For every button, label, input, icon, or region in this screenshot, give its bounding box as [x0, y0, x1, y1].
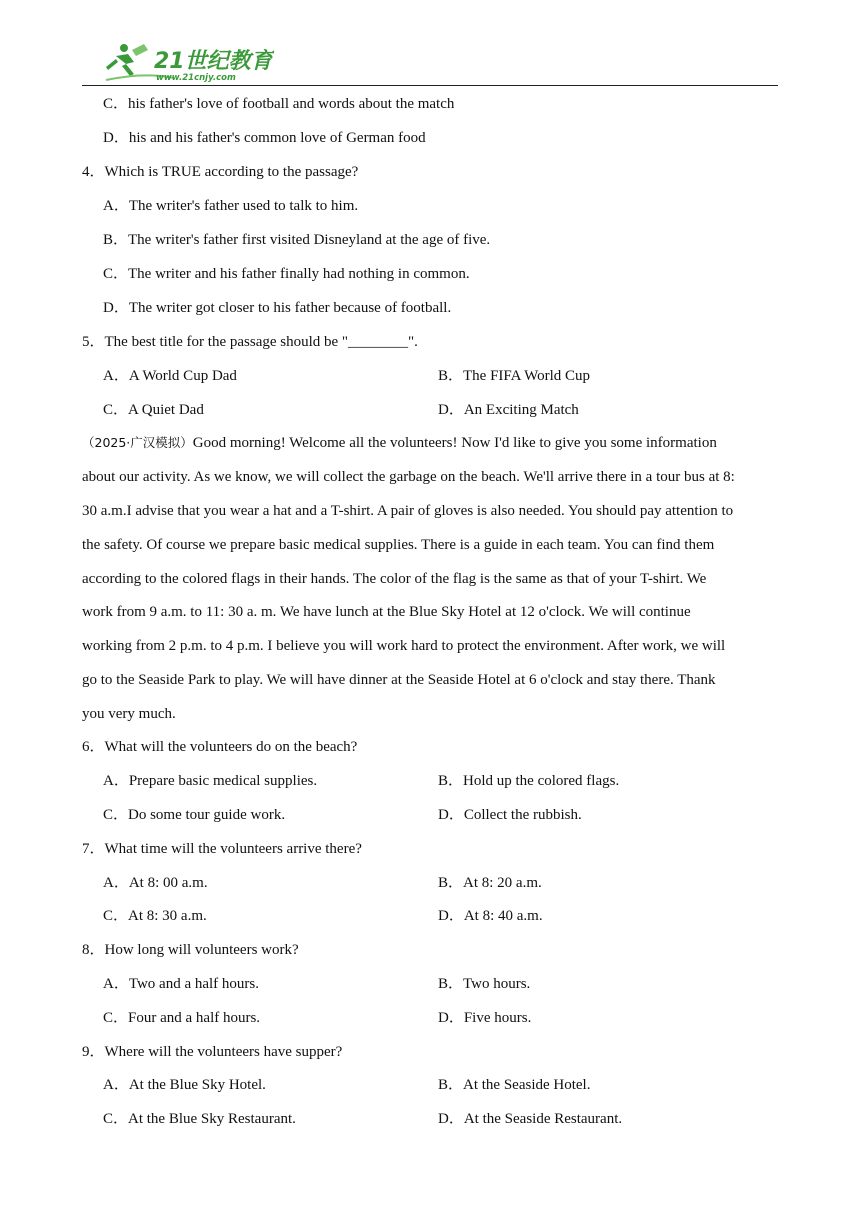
- q9-option-a: A．At the Blue Sky Hotel.: [103, 1077, 266, 1093]
- passage-line-5: according to the colored flags in their hands. The color of the flag is the same as that of your T-shirt. We: [82, 571, 707, 587]
- q9-option-c: C．At the Blue Sky Restaurant.: [103, 1111, 296, 1127]
- q5-option-b: B．The FIFA World Cup: [438, 368, 590, 384]
- question-7: 7．What time will the volunteers arrive there?: [82, 841, 362, 857]
- passage-line-6: work from 9 a.m. to 11: 30 a. m. We have lunch at the Blue Sky Hotel at 12 o'clock. We will continue: [82, 604, 691, 620]
- q6-option-d: D．Collect the rubbish.: [438, 807, 582, 823]
- page-header: [0, 0, 860, 90]
- question-6: 6．What will the volunteers do on the beach?: [82, 739, 358, 755]
- q8-option-b: B．Two hours.: [438, 976, 531, 992]
- passage-line-2: about our activity. As we know, we will collect the garbage on the beach. We'll arrive there in a tour bus at 8:: [82, 469, 735, 485]
- q9-option-b: B．At the Seaside Hotel.: [438, 1077, 591, 1093]
- q4-option-c: C．The writer and his father finally had nothing in common.: [103, 266, 470, 282]
- q8-option-d: D．Five hours.: [438, 1010, 532, 1026]
- q7-option-d: D．At 8: 40 a.m.: [438, 908, 543, 924]
- publisher-logo: [104, 42, 274, 84]
- q9-option-d: D．At the Seaside Restaurant.: [438, 1111, 623, 1127]
- question-5: 5．The best title for the passage should be "________".: [82, 334, 418, 350]
- question-8: 8．How long will volunteers work?: [82, 942, 299, 958]
- q5-option-a: A．A World Cup Dad: [103, 368, 237, 384]
- header-rule: [82, 85, 778, 86]
- svg-text:www.21cnjy.com: www.21cnjy.com: [156, 73, 236, 83]
- q5-option-c: C．A Quiet Dad: [103, 402, 204, 418]
- q4-option-a: A．The writer's father used to talk to him.: [103, 198, 359, 214]
- q3-option-c: C．his father's love of football and words about the match: [103, 96, 455, 112]
- q6-option-b: B．Hold up the colored flags.: [438, 773, 620, 789]
- q7-option-b: B．At 8: 20 a.m.: [438, 875, 542, 891]
- svg-text:21世纪教育: 21世纪教育: [154, 49, 273, 74]
- q4-option-d: D．The writer got closer to his father because of football.: [103, 300, 452, 316]
- passage-line-4: the safety. Of course we prepare basic medical supplies. There is a guide in each team. You can find them: [82, 537, 715, 553]
- q6-option-a: A．Prepare basic medical supplies.: [103, 773, 318, 789]
- passage-line-8: go to the Seaside Park to play. We will have dinner at the Seaside Hotel at 6 o'clock and stay there. Thank: [82, 672, 716, 688]
- passage-line-1: （2025·广汉模拟）Good morning! Welcome all the volunteers! Now I'd like to give you some information: [82, 435, 717, 451]
- q6-option-c: C．Do some tour guide work.: [103, 807, 286, 823]
- q8-option-c: C．Four and a half hours.: [103, 1010, 261, 1026]
- passage-source: （2025·广汉模拟）: [82, 435, 193, 450]
- q5-option-d: D．An Exciting Match: [438, 402, 579, 418]
- q7-option-a: A．At 8: 00 a.m.: [103, 875, 208, 891]
- question-4: 4．Which is TRUE according to the passage?: [82, 164, 359, 180]
- passage-line-3: 30 a.m.I advise that you wear a hat and a T-shirt. A pair of gloves is also needed. You should pay attention to: [82, 503, 734, 519]
- passage-line-9: you very much.: [82, 706, 176, 722]
- q3-option-d: D．his and his father's common love of German food: [103, 130, 426, 146]
- q8-option-a: A．Two and a half hours.: [103, 976, 259, 992]
- question-9: 9．Where will the volunteers have supper?: [82, 1044, 343, 1060]
- q4-option-b: B．The writer's father first visited Disneyland at the age of five.: [103, 232, 491, 248]
- passage-line-7: working from 2 p.m. to 4 p.m. I believe you will work hard to protect the environment. After work, we will: [82, 638, 726, 654]
- q7-option-c: C．At 8: 30 a.m.: [103, 908, 207, 924]
